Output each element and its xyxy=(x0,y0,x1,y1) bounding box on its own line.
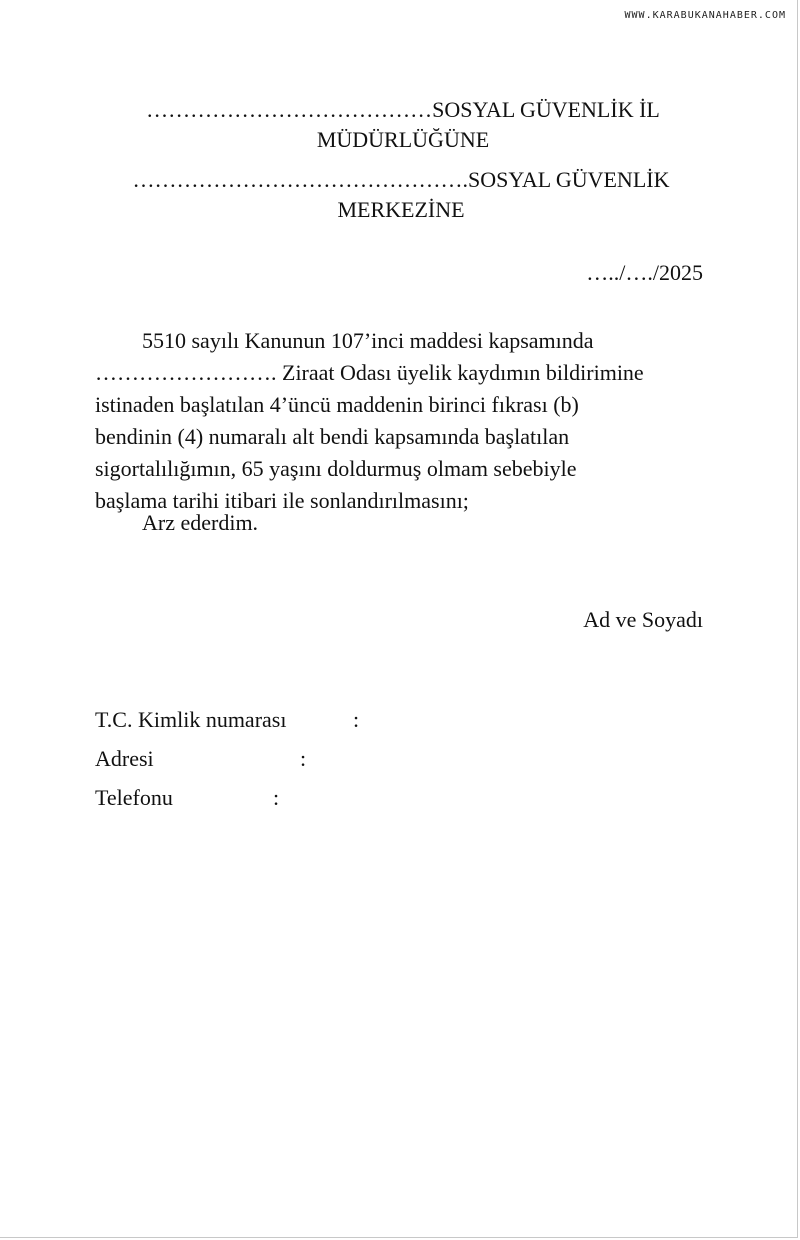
address-label: Adresi xyxy=(95,746,154,771)
address-field xyxy=(95,744,307,774)
recipient-line-4: MERKEZİNE xyxy=(337,197,465,222)
body-line-2: ……………………. Ziraat Odası üyelik kaydımın bildirimine xyxy=(95,360,644,385)
phone-label: Telefonu xyxy=(95,785,173,810)
phone-colon: : xyxy=(273,785,280,810)
body-line-4: bendinin (4) numaralı alt bendi kapsamında başlatılan xyxy=(95,424,570,449)
tc-kimlik-field xyxy=(95,705,360,735)
address-colon: : xyxy=(300,746,307,771)
body-line-6: başlama tarihi itibari ile sonlandırılmasını; xyxy=(95,488,469,513)
recipient-line-3: ……………………………………….SOSYAL GÜVENLİK xyxy=(132,167,670,192)
recipient-sgk-merkezi xyxy=(104,165,698,225)
recipient-line-2: MÜDÜRLÜĞÜNE xyxy=(316,127,490,152)
recipient-line-1: …………………………………SOSYAL GÜVENLİK İL xyxy=(146,97,660,122)
tc-kimlik-colon: : xyxy=(353,707,360,732)
document-date: …../…./2025 xyxy=(586,260,703,285)
petition-body xyxy=(95,325,715,517)
body-line-5: sigortalılığımın, 65 yaşını doldurmuş olmam sebebiyle xyxy=(95,456,577,481)
watermark: WWW.KARABUKANAHABER.COM xyxy=(624,10,786,21)
signature-label: Ad ve Soyadı xyxy=(583,607,703,632)
tc-kimlik-label: T.C. Kimlik numarası xyxy=(95,707,287,732)
closing-text: Arz ederdim. xyxy=(142,510,259,535)
body-line-1: 5510 sayılı Kanunun 107’inci maddesi kapsamında xyxy=(142,328,594,353)
recipient-il-mudurlugu xyxy=(118,95,688,155)
phone-field xyxy=(95,783,280,813)
body-line-3: istinaden başlatılan 4’üncü maddenin birinci fıkrası (b) xyxy=(95,392,579,417)
